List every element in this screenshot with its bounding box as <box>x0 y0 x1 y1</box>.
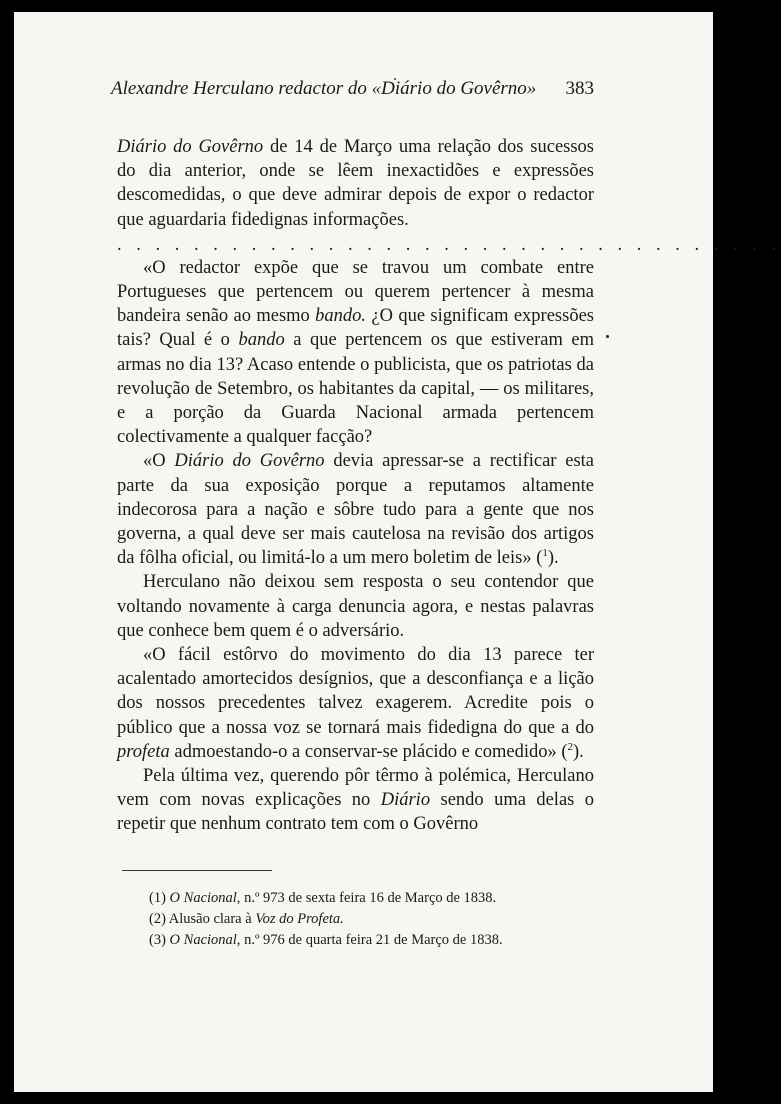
quote-paragraph: «O fácil estôrvo do movimento do dia 13 parece ter acalentado amortecidos desígnios, que a desconfiança e a lição dos nossos precedentes talvez exagerem. Acredite pois o público que a nossa voz se tornará mais fidedigna do que a do profeta admoestando-o a conservar-se plácido e comedido» ($^2$). <box>117 645 594 762</box>
footnote: (2) Alusão clara à Voz do Profeta. <box>149 911 344 927</box>
footnotes <box>149 888 589 951</box>
footnote: (3) O Nacional, n.º 976 de quarta feira 21 de Março de 1838. <box>149 932 503 948</box>
footnote-rule <box>122 870 272 871</box>
ellipsis-dots: . . . . . . . . . . . . . . . . . . . . . . . . . . . . . . . . . . . <box>117 234 781 255</box>
book-page <box>14 12 781 1092</box>
body-text <box>117 135 781 837</box>
footnote-ref: 2 <box>567 740 574 753</box>
footnote-ref: 1 <box>542 547 548 560</box>
quote-paragraph: «O Diário do Govêrno devia apressar-se a rectificar esta parte da sua exposição porque a reputamos altamente indecorosa para a nação e sôbre tudo para a gente que nos governa, a qual deve ser mais cautelosa na revisão dos artigos da fôlha oficial, ou limitá-lo a um mero boletim de leis» ($^1$). <box>117 451 595 569</box>
page-number: 383 <box>565 78 594 99</box>
footnote: (1) O Nacional, n.º 973 de sexta feira 16 de Março de 1838. <box>149 890 497 906</box>
paragraph: Pela última vez, querendo pôr têrmo à polémica, Herculano vem com novas explicações no Diário sendo uma delas o repetir que nenhum contrato tem com o Govêrno <box>117 766 595 835</box>
paragraph: Diário do Govêrno de 14 de Março uma relação dos sucessos do dia anterior, onde se lêem inexactidões e expressões descomedidas, o que deve admirar depois de expor o redactor que aguardaria fidedignas informações. <box>117 137 595 230</box>
running-header <box>111 78 594 104</box>
paragraph: Herculano não deixou sem resposta o seu contendor que voltando novamente à carga denuncia agora, e nestas palavras que conhece bem quem é o adversário. <box>117 572 594 641</box>
ink-speck <box>606 335 609 338</box>
running-title: Alexandre Herculano redactor do «Diário do Govêrno» <box>111 78 537 99</box>
newspaper-title: Diário do Govêrno <box>117 137 264 157</box>
quote-paragraph: «O redactor expõe que se travou um combate entre Portugueses que pertencem ou querem pertencer à mesma bandeira senão ao mesmo bando. ¿O que significam expressões tais? Qual é o bando a que pertencem os que estiveram em armas no dia 13? Acaso entende o publicista, que os patriotas da revolução de Setembro, os habitantes da capital, — os militares, e a porção da Guarda Nacional armada pertencem colectivamente a qualquer facção? <box>117 257 595 448</box>
